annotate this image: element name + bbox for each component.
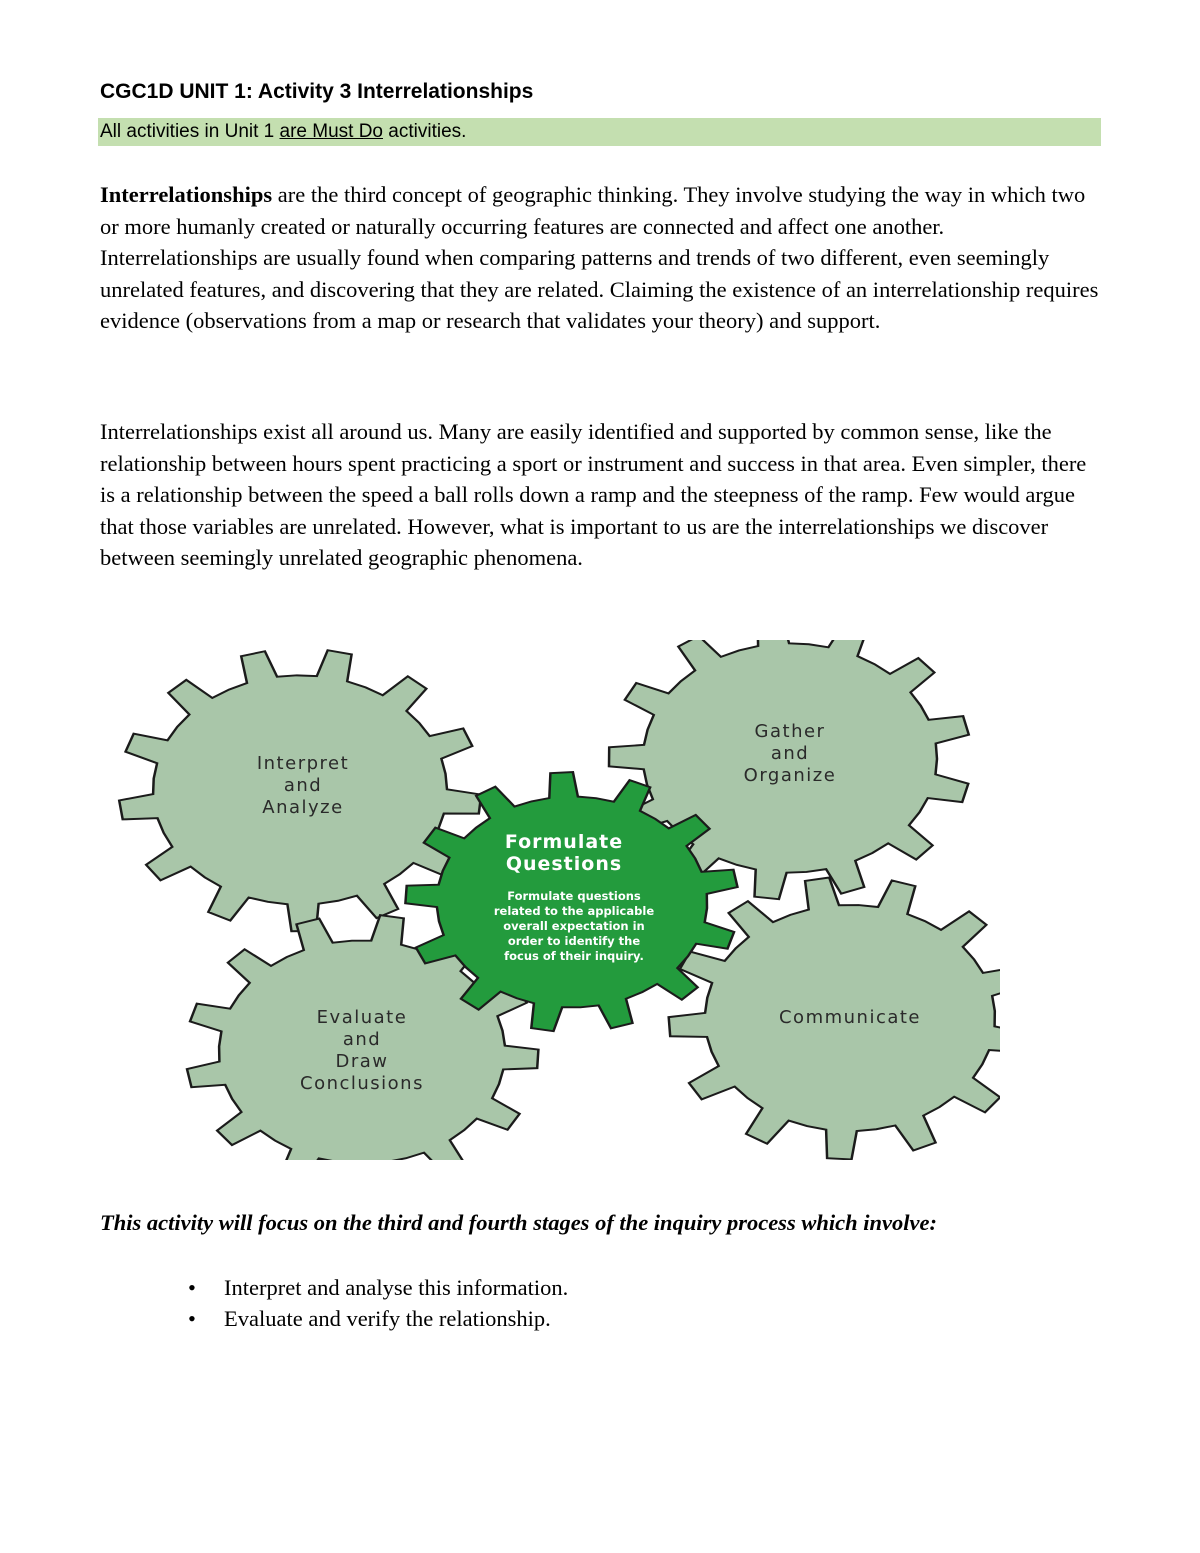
gear-interpret-label-2: and [283,775,323,796]
focus-list [188,1272,568,1334]
gear-center-desc-3: overall expectation in [503,919,645,933]
gear-evaluate-label-2: and [342,1029,382,1050]
banner-underlined-text: are Must Do [279,121,383,142]
intro-paragraph-2: Interrelationships exist all around us. Many are easily identified and supported by common sense, like the relationship between hours spent practicing a sport or instrument and success in that area. Even simpler, there is a relationship between the speed a ball rolls down a ramp and the steepness of the ramp. Few would argue that those variables are unrelated. However, what is important to us are the interrelationships we discover between seemingly unrelated geographic phenomena. [100,419,1087,570]
gear-interpret-label-1: Interpret [256,753,350,774]
list-item [188,1303,568,1334]
bullet-icon: • [188,1306,196,1331]
gear-center-title-1: Formulate [504,831,624,853]
document-title: CGC1D UNIT 1: Activity 3 Interrelationships [100,80,534,103]
intro-paragraph-1-text: are the third concept of geographic thinking. They involve studying the way in which two or more humanly created or naturally occurring features are connected and affect one another. Interrelationships are usually found when comparing patterns and trends of two different, even seemingly unrelated features, and discovering that they are related. Claiming the existence of an interrelationship requires evidence (observations from a map or research that validates your theory) and support. [100,182,1099,333]
intro-paragraph-1 [100,179,1102,337]
gear-gather-label-1: Gather [754,721,826,742]
list-item-text: Evaluate and verify the relationship. [224,1306,551,1331]
gear-communicate-label: Communicate [778,1007,922,1028]
gear-center-desc-5: focus of their inquiry. [504,949,644,963]
gear-gather-label-3: Organize [743,765,837,786]
must-do-banner [98,118,1101,146]
banner-text-start: All activities in Unit 1 [100,121,280,142]
focus-heading: This activity will focus on the third and fourth stages of the inquiry process which involve: [100,1210,937,1235]
gear-gather-label-2: and [770,743,810,764]
gear-center-title-2: Questions [505,853,623,875]
list-item-text: Interpret and analyse this information. [224,1275,569,1300]
gear-evaluate-label-4: Conclusions [300,1073,424,1094]
gear-evaluate-label-1: Evaluate [316,1007,408,1028]
inquiry-gears-diagram [100,640,1000,1160]
banner-text-end: activities. [383,121,467,142]
gear-evaluate-label-3: Draw [335,1051,389,1072]
interrelationships-term: Interrelationships [100,182,273,207]
gear-center-desc-1: Formulate questions [507,889,641,903]
gear-center-desc-4: order to identify the [507,934,641,948]
gear-center-desc-2: related to the applicable [493,904,655,918]
gear-interpret-label-3: Analyze [262,797,344,818]
bullet-icon: • [188,1275,196,1300]
list-item [188,1272,568,1303]
